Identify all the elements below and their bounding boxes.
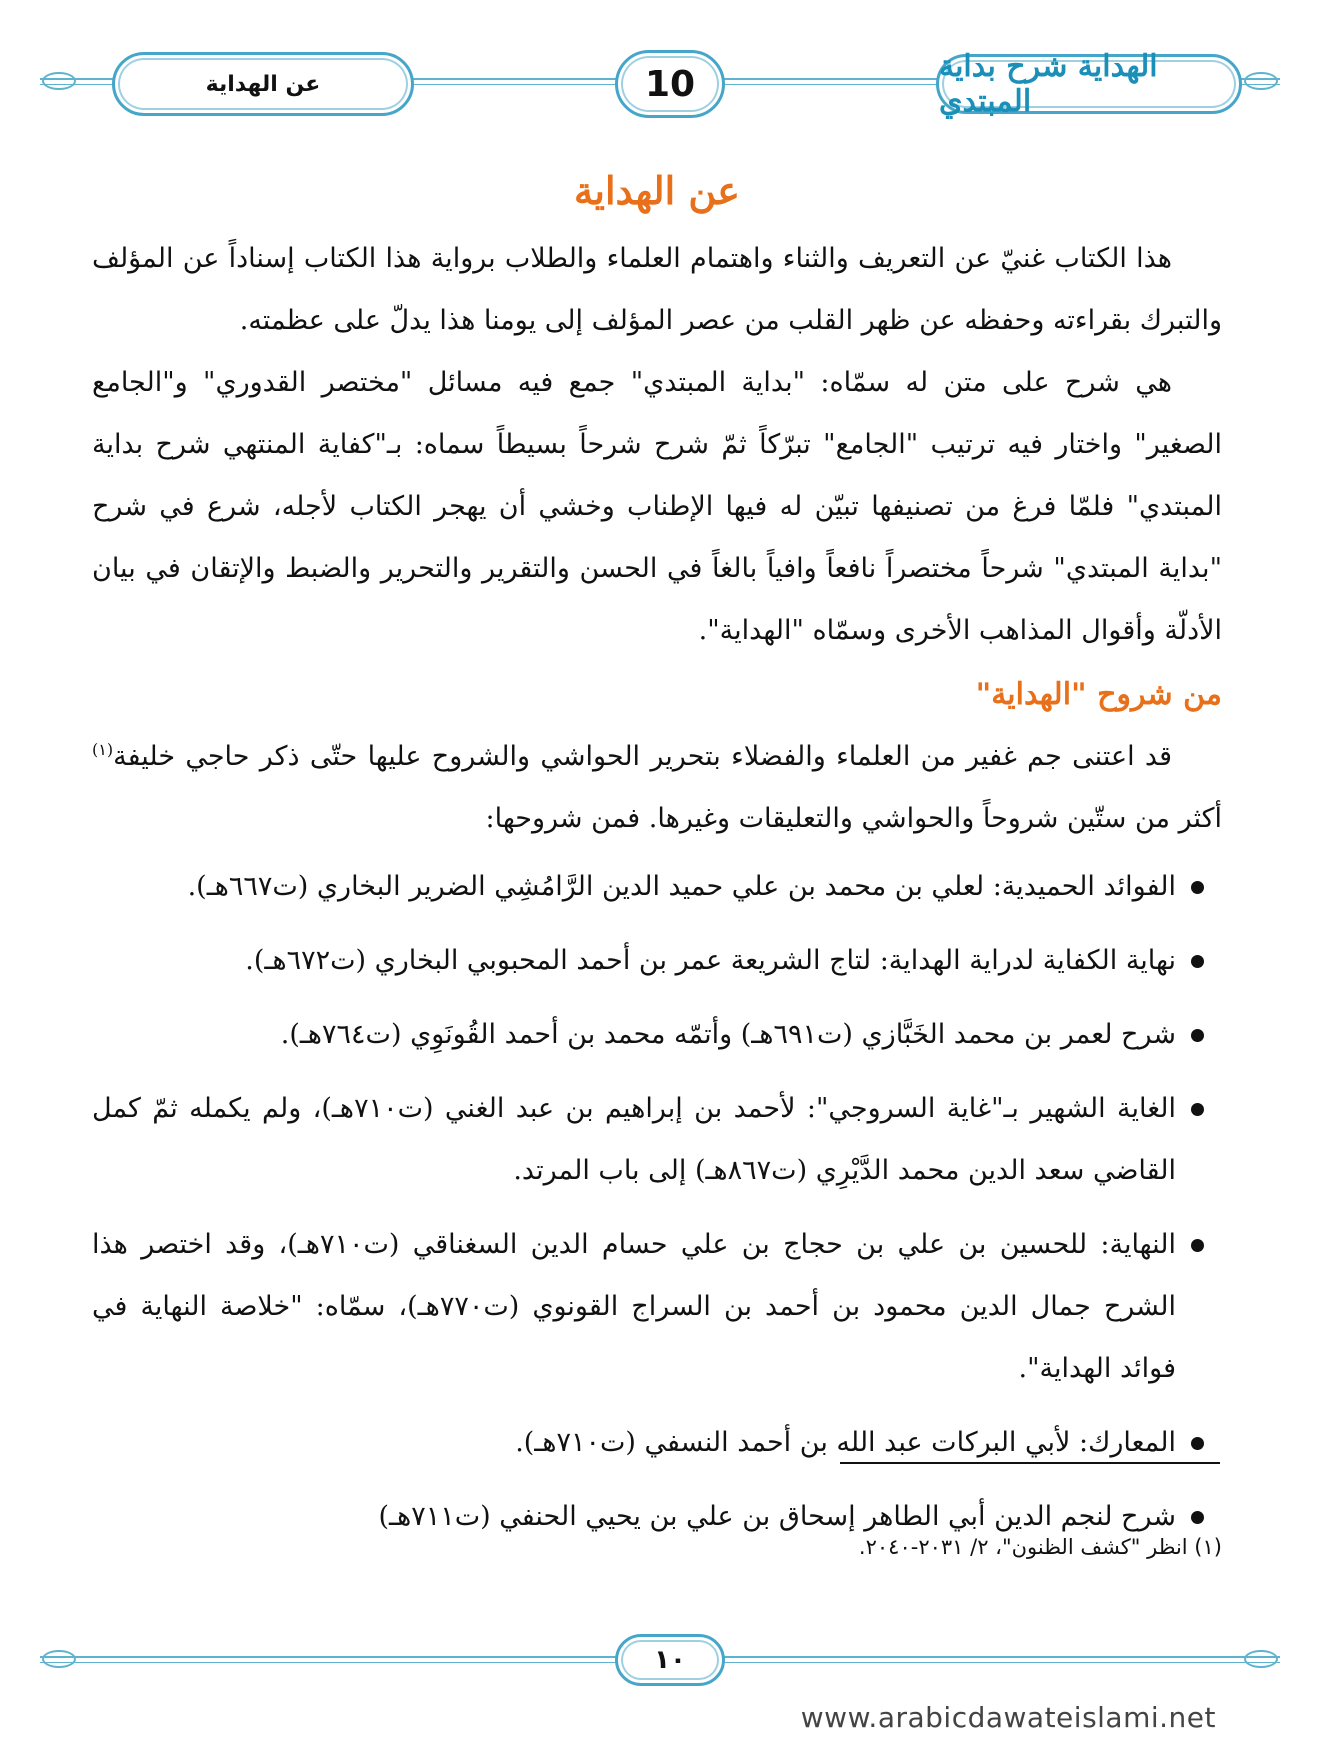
list-item: نهاية الكفاية لدراية الهداية: لتاج الشريعة عمر بن أحمد المحبوبي البخاري (ت٦٧٢هـ). <box>92 930 1222 992</box>
footnote-ref[interactable]: (١) <box>92 739 114 759</box>
list-item: شرح لنجم الدين أبي الطاهر إسحاق بن علي بن يحيي الحنفي (ت٧١١هـ) <box>92 1486 1222 1548</box>
list-item: شرح لعمر بن محمد الخَبَّازي (ت٦٩١هـ) وأتمّه محمد بن أحمد القُونَوِي (ت٧٦٤هـ). <box>92 1004 1222 1066</box>
bullet-icon <box>1191 1239 1204 1252</box>
list-item: الفوائد الحميدية: لعلي بن محمد بن علي حميد الدين الرَّامُشِي الضرير البخاري (ت٦٦٧هـ). <box>92 856 1222 918</box>
intro-continuation: أكثر من ستّين شروحاً والحواشي والتعليقات وغيرها. فمن شروحها: <box>485 802 1222 834</box>
footnote-divider <box>840 1462 1220 1464</box>
list-item: المعارك: لأبي البركات عبد الله بن أحمد النسفي (ت٧١٠هـ). <box>92 1412 1222 1474</box>
page-number-badge: 10 <box>615 50 725 118</box>
website-url[interactable]: www.arabicdawateislami.net <box>800 1701 1216 1734</box>
ornament-left-icon <box>42 72 76 90</box>
commentaries-list <box>92 856 1222 1548</box>
running-header-title: عن الهداية <box>112 52 414 116</box>
bullet-icon <box>1191 1029 1204 1042</box>
ornament-right-icon <box>1244 1650 1278 1668</box>
section-heading: من شروح "الهداية" <box>975 676 1222 712</box>
page-header <box>40 40 1280 120</box>
page-title: عن الهداية <box>574 168 740 213</box>
bullet-icon <box>1191 955 1204 968</box>
footer-page-number: ١٠ <box>615 1634 725 1686</box>
bullet-icon <box>1191 1511 1204 1524</box>
bullet-icon <box>1191 881 1204 894</box>
book-title-logo: الهداية شرح بداية المبتدي <box>936 54 1242 114</box>
footnote: (١) انظر "كشف الظنون"، ٢/ ٢٠٣١-٢٠٤٠. <box>858 1535 1222 1559</box>
paragraph-2: هي شرح على متن له سمّاه: "بداية المبتدي" جمع فيه مسائل "مختصر القدوري" و"الجامع الصغير" واختار فيه ترتيب "الجامع" تبرّكاً ثمّ شرح شرحاً بسيطاً سماه: بـ"كفاية المنتهي شرح بداية المبتدي" فلمّا فرغ من تصنيفها تبيّن له فيها الإطناب وخشي أن يهجر الكتاب لأجله، شرع في شرح "بداية المبتدي" شرحاً مختصراً نافعاً وافياً بالغاً في الحسن والتقرير والتحرير والضبط والإتقان في بيان الأدلّة وأقوال المذاهب الأخرى وسمّاه "الهداية". <box>92 366 1222 646</box>
ornament-left-icon <box>42 1650 76 1668</box>
page-footer <box>40 1630 1280 1690</box>
ornament-right-icon <box>1244 72 1278 90</box>
intro-paragraph <box>92 726 1222 850</box>
bullet-icon <box>1191 1103 1204 1116</box>
paragraph-1: هذا الكتاب غنيّ عن التعريف والثناء واهتمام العلماء والطلاب برواية هذا الكتاب إسناداً عن المؤلف والتبرك بقراءته وحفظه عن ظهر القلب من عصر المؤلف إلى يومنا هذا يدلّ على عظمته. <box>92 242 1222 336</box>
list-item: الغاية الشهير بـ"غاية السروجي": لأحمد بن إبراهيم بن عبد الغني (ت٧١٠هـ)، ولم يكمله ثمّ كمل القاضي سعد الدين محمد الدَّيْرِي (ت٨٦٧هـ) إلى باب المرتد. <box>92 1078 1222 1202</box>
list-item: النهاية: للحسين بن علي بن حجاج بن علي حسام الدين السغناقي (ت٧١٠هـ)، وقد اختصر هذا الشرح جمال الدين محمود بن أحمد بن السراج القونوي (ت٧٧٠هـ)، سمّاه: "خلاصة النهاية في فوائد الهداية". <box>92 1214 1222 1400</box>
page-body <box>92 150 1222 1560</box>
intro-text: قد اعتنى جم غفير من العلماء والفضلاء بتحرير الحواشي والشروح عليها حتّى ذكر حاجي خليفة <box>113 740 1172 772</box>
bullet-icon <box>1191 1437 1204 1450</box>
